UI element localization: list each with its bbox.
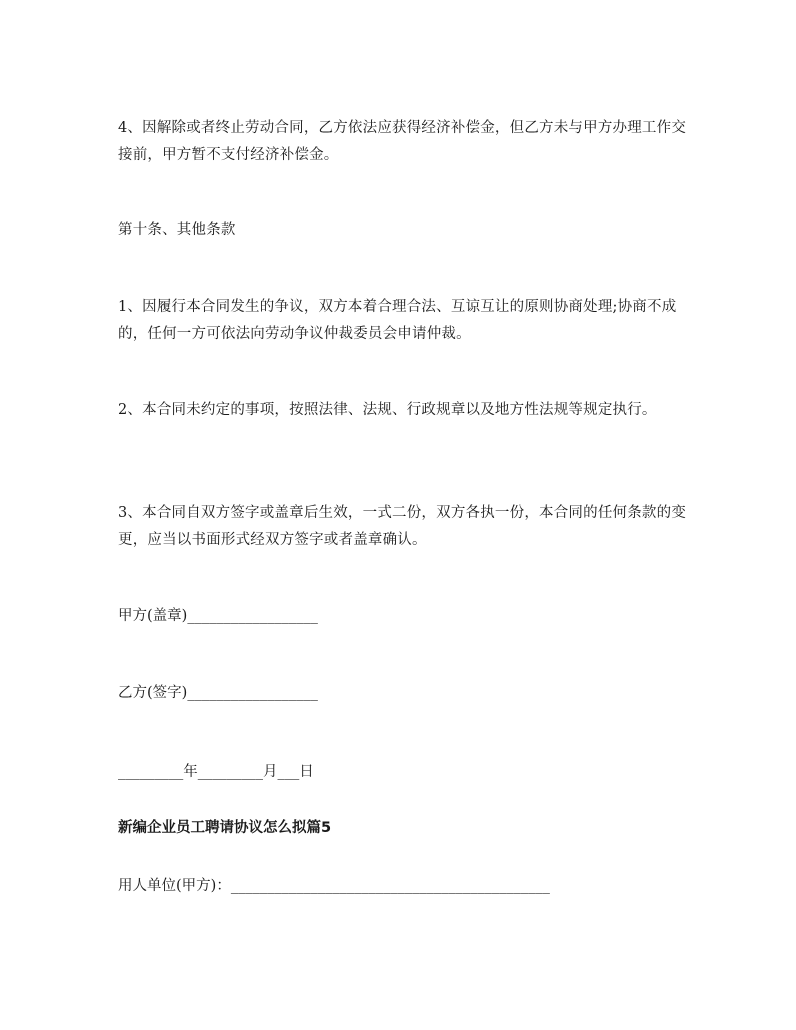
clause-4-paragraph: 4、因解除或者终止劳动合同，乙方依法应获得经济补偿金，但乙方未与甲方办理工作交接前，甲方暂不支付经济补偿金。 bbox=[118, 120, 687, 163]
item-3-paragraph: 3、本合同自双方签字或盖章后生效，一式二份，双方各执一份，本合同的任何条款的变更，应当以书面形式经双方签字或者盖章确认。 bbox=[118, 505, 687, 548]
item-2-paragraph: 2、本合同未约定的事项，按照法律、法规、行政规章以及地方性法规等规定执行。 bbox=[118, 402, 657, 418]
section-5-heading: 新编企业员工聘请协议怎么拟篇5 bbox=[118, 820, 332, 836]
party-b-signature-line: 乙方(签字)__________________ bbox=[118, 685, 318, 701]
employer-line: 用人单位(甲方)：____________________________________________ bbox=[118, 878, 550, 894]
item-1-paragraph: 1、因履行本合同发生的争议，双方本着合理合法、互谅互让的原则协商处理;协商不成的，任何一方可依法向劳动争议仲裁委员会申请仲裁。 bbox=[118, 299, 677, 342]
date-line: _________年_________月___日 bbox=[118, 764, 314, 780]
article-10-heading: 第十条、其他条款 bbox=[118, 222, 236, 238]
party-a-signature-line: 甲方(盖章)__________________ bbox=[118, 608, 318, 624]
